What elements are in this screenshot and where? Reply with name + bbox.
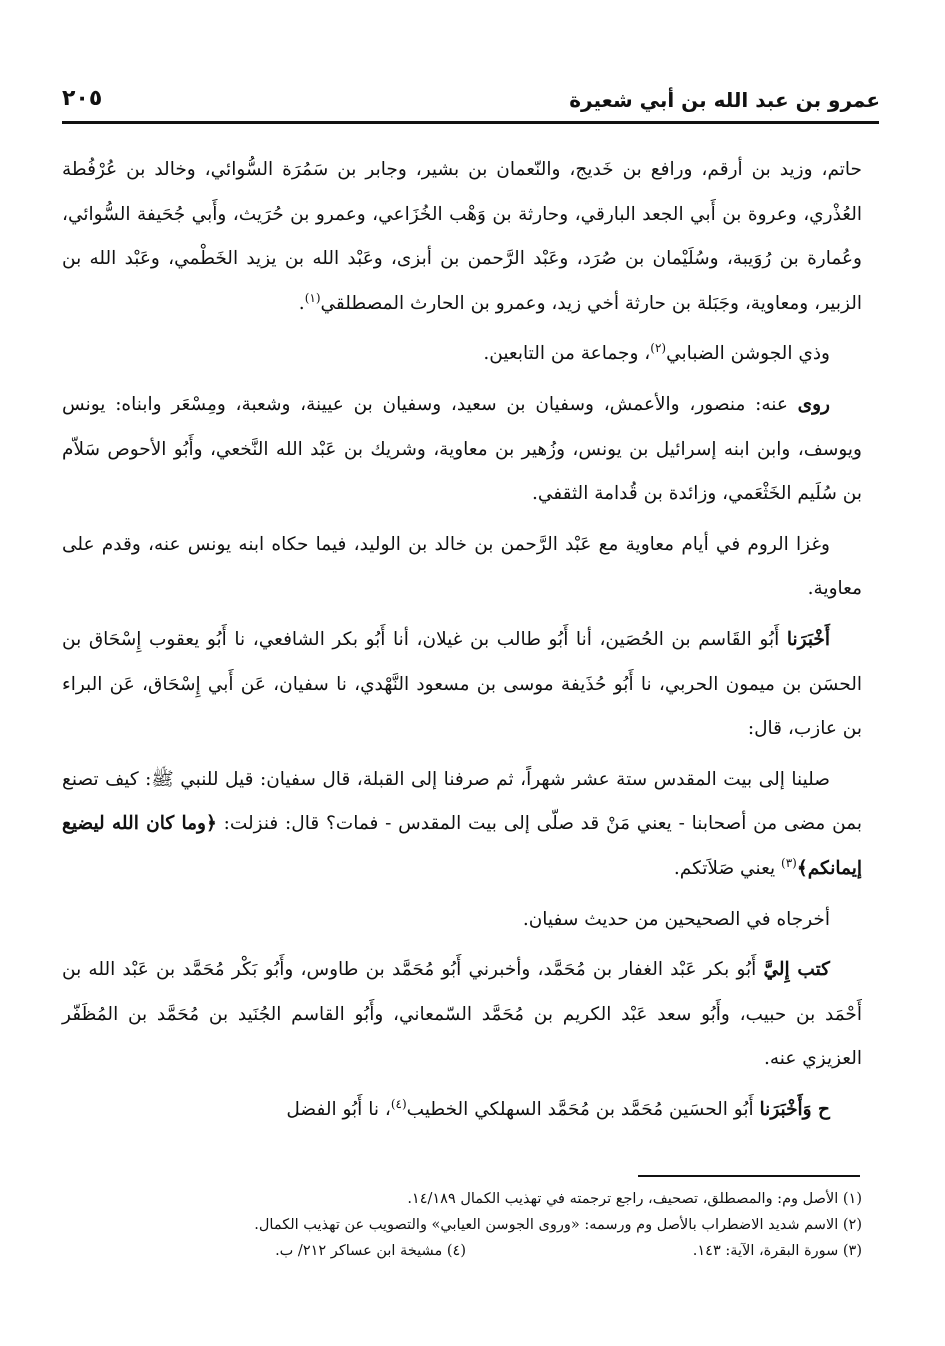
paragraph-rawa-anhu [62, 383, 862, 517]
paragraph-text: أَبُو القَاسم بن الحُصَين، أنا أَبُو طالب بن غيلان، أنا أَبُو بكر الشافعي، نا أَبُو يعقوب إِسْحَاق بن الحسَن بن ميمون الحربي، نا أَبُو حُذَيفة موسى بن مسعود النَّهْدي، نا سفيان، عَن أَبي إِسْحَاق، عَن البراء بن عازب، قال: [62, 628, 862, 740]
keyword-rawa: روى [797, 393, 830, 415]
paragraph-text: ، نا أَبُو الفضل [286, 1098, 391, 1120]
running-title: عمرو بن عبد الله بن أبي شعيرة [569, 88, 880, 112]
paragraph-text: عنه: منصور، والأعمش، وسفيان بن سعيد، وسفيان بن عيينة، وشعبة، ومِسْعَر وابناه: يونس ويوسف، وابن ابنه إسرائيل بن يونس، وزُهير بن معاوية، وشريك بن عَبْد الله النَّخعي، وأَبُو الأحوص سَلاّم بن سُلَيم الخَثْعَمي، وزائدة بن قُدامة الثقفي. [62, 393, 862, 505]
page-header [60, 84, 880, 120]
keyword-akhbarana: أَخْبَرَنا [786, 628, 830, 650]
footnotes [70, 1186, 862, 1264]
footnote-3: (٣) سورة البقرة، الآية: ١٤٣. [692, 1243, 862, 1259]
main-text [62, 148, 862, 1138]
footnote-rule [638, 1175, 860, 1177]
header-rule [62, 121, 879, 124]
page-number: ٢٠٥ [62, 86, 103, 111]
footnote-ref: (٢) [650, 341, 667, 356]
footnote-4: (٤) مشيخة ابن عساكر ٢١٢/ ب. [275, 1243, 466, 1259]
paragraph-tabieen [62, 332, 862, 377]
footnote-1: (١) الأصل وم: والمصطلق، تصحيف، راجع ترجمته في تهذيب الكمال ١٤/١٨٩. [407, 1191, 862, 1207]
paragraph-isnad-1 [62, 618, 862, 752]
paragraph-text: يعني صَلاَتكم. [673, 857, 782, 879]
quran-quote: ﴿وما كان الله ليضيع إيمانكم﴾ [62, 813, 862, 879]
footnote-ref: (٣) [781, 855, 797, 870]
paragraph-isnad-2 [62, 948, 862, 1082]
paragraph-narrators-list [62, 148, 862, 326]
keyword-kataba: كتب إِليَّ [763, 959, 830, 981]
paragraph-text: أَبُو الحسَين مُحَمَّد بن مُحَمَّد السهلكي الخطيب [406, 1098, 760, 1120]
footnote-ref: (١) [304, 290, 321, 305]
paragraph-text: . [298, 292, 305, 314]
paragraph-text: حاتم، وزيد بن أرقم، ورافع بن خَديج، والنّعمان بن بشير، وجابر بن سَمُرَة السُّوائي، وخالد بن عُرْفُطة العُذْري، وعروة بن أَبي الجعد البارقي، وحارثة بن وَهْب الخُزَاعي، وعمرو بن حُرَيث، وأَبي جُحَيفة السُّوائي، وعُمارة بن رُوَيبة، وسُلَيْمان بن صُرَد، وعَبْد الرَّحمن بن أبزى، وعَبْد الله بن يزيد الخَطْمي، وعَبْد الله بن الزبير، ومعاوية، وجَبَلة بن حارثة أخي زيد، وعمرو بن الحارث المصطلقي [62, 159, 862, 314]
paragraph-text: أخرجاه في الصحيحين من حديث سفيان. [522, 908, 830, 930]
paragraph-text: وغزا الروم في أيام معاوية مع عَبْد الرَّحمن بن خالد بن الوليد، فيما حكاه ابنه يونس عنه، وقدم على معاوية. [62, 533, 862, 600]
footnote-ref: (٤) [390, 1096, 407, 1111]
paragraph-text: أَبُو بكر عَبْد الغفار بن مُحَمَّد، وأخبرني أَبُو مُحَمَّد بن طاوس، وأَبُو بَكْر مُحَمَّد بن عَبْد الله بن أَحْمَد بن حبيب، وأَبُو سعد عَبْد الكريم بن مُحَمَّد السّمعاني، وأَبُو القاسم الجُنَيد بن مُحَمَّد بن المُظَفّر العزيزي عنه. [62, 959, 862, 1070]
paragraph-hadith [62, 758, 862, 892]
paragraph-text: صلينا إلى بيت المقدس ستة عشر شهراً، ثم صرفنا إلى القبلة، قال سفيان: قيل للنبي ﷺ: كيف تصنع بمن مضى من أصحابنا - يعني مَنْ قد صلّى إلى بيت المقدس - فمات؟ قال: فنزلت: [62, 768, 862, 835]
paragraph-text: وذي الجوشن الضبابي [666, 343, 830, 365]
footnote-row [70, 1238, 862, 1264]
keyword-ha-akhbarana: ح وَأَخْبَرَنا [759, 1098, 830, 1120]
paragraph-ghaza [62, 523, 862, 612]
footnote-2: (٢) الاسم شديد الاضطراب بالأصل وم ورسمه: «وروى الجوسن العيابي» والتصويب عن تهذيب الكمال. [254, 1217, 862, 1233]
paragraph-takhrij [62, 898, 862, 943]
paragraph-isnad-3 [62, 1088, 862, 1133]
paragraph-text: ، وجماعة من التابعين. [483, 343, 651, 365]
